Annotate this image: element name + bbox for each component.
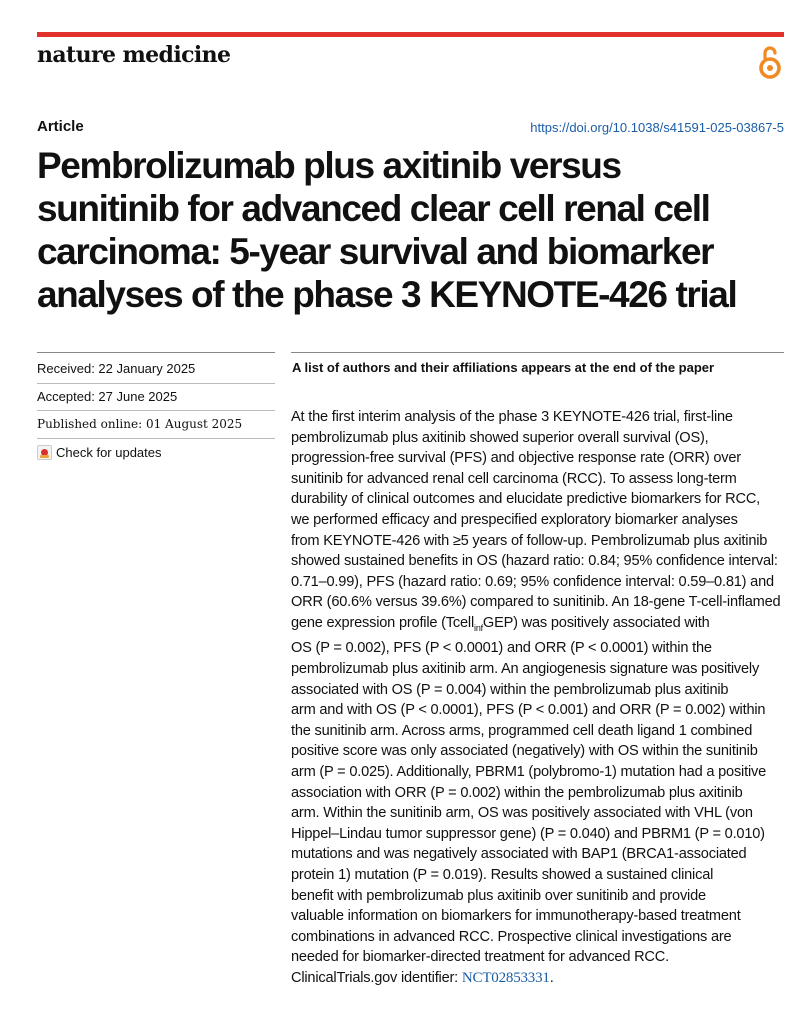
abstract-text: . bbox=[549, 969, 554, 986]
abstract-text: gene expression profile (Tcell bbox=[291, 614, 475, 631]
abstract-line: At the first interim analysis of the phase 3 KEYNOTE-426 trial, first-line bbox=[291, 409, 733, 425]
meta-divider bbox=[37, 410, 275, 411]
abstract-text: ClinicalTrials.gov identifier: bbox=[291, 969, 462, 986]
abstract-line: Hippel–Lindau tumor suppressor gene) (P = 0.040) and PBRM1 (P = 0.010) bbox=[291, 825, 765, 842]
doi-link[interactable]: https://doi.org/10.1038/s41591-025-03867-5 bbox=[530, 120, 784, 135]
abstract-line: OS (P = 0.002), PFS (P < 0.0001) and ORR (P < 0.0001) within the bbox=[291, 640, 712, 657]
open-access-icon[interactable] bbox=[756, 44, 784, 80]
journal-name[interactable]: nature medicine bbox=[37, 42, 231, 68]
subscript-inf: inf bbox=[474, 622, 483, 633]
abstract-line: associated with OS (P = 0.004) within the pembrolizumab plus axitinib bbox=[291, 681, 729, 698]
title-line: Pembrolizumab plus axitinib versus bbox=[37, 145, 621, 186]
abstract-line: benefit with pembrolizumab plus axitinib over sunitinib and provide bbox=[291, 887, 706, 904]
abstract-line: from KEYNOTE-426 with ≥5 years of follow-up. Pembrolizumab plus axitinib bbox=[291, 532, 768, 549]
check-updates-label: Check for updates bbox=[56, 445, 162, 460]
abstract-line: protein 1) mutation (P = 0.019). Results showed a sustained clinical bbox=[291, 866, 714, 883]
accepted-date: Accepted: 27 June 2025 bbox=[37, 389, 178, 404]
check-updates-icon bbox=[37, 445, 52, 460]
title-line: sunitinib for advanced clear cell renal cell bbox=[37, 188, 710, 229]
title-line: carcinoma: 5-year survival and biomarker bbox=[37, 231, 714, 272]
check-for-updates-button[interactable] bbox=[37, 445, 162, 460]
abstract bbox=[291, 407, 791, 989]
abstract-line: durability of clinical outcomes and elucidate predictive biomarkers for RCC, bbox=[291, 491, 761, 508]
article-title bbox=[37, 144, 797, 316]
abstract-line: ORR (60.6% versus 39.6%) compared to sunitinib. An 18-gene T-cell-inflamed bbox=[291, 594, 781, 611]
abstract-text: GEP) was positively associated with bbox=[482, 614, 710, 631]
meta-divider bbox=[37, 438, 275, 439]
abstract-line: we performed efficacy and prespecified exploratory biomarker analyses bbox=[291, 511, 738, 528]
title-line: analyses of the phase 3 KEYNOTE-426 trial bbox=[37, 274, 737, 315]
meta-divider bbox=[37, 383, 275, 384]
abstract-line: showed sustained benefits in OS (hazard ratio: 0.84; 95% confidence interval: bbox=[291, 553, 778, 570]
abstract-line: needed for biomarker-directed treatment for advanced RCC. bbox=[291, 949, 669, 966]
published-date: Published online: 01 August 2025 bbox=[37, 417, 243, 431]
abstract-line: pembrolizumab plus axitinib arm. An angiogenesis signature was positively bbox=[291, 661, 760, 678]
abstract-line: association with ORR (P = 0.002) within the pembrolizumab plus axitinib bbox=[291, 784, 743, 801]
abstract-line: combinations in advanced RCC. Prospective clinical investigations are bbox=[291, 928, 732, 945]
abstract-line: arm (P = 0.025). Additionally, PBRM1 (polybromo-1) mutation had a positive bbox=[291, 764, 767, 780]
metadata-divider bbox=[37, 352, 275, 353]
header-accent-bar bbox=[37, 32, 784, 37]
clinical-trial-link[interactable]: NCT02853331 bbox=[461, 969, 550, 986]
abstract-line: 0.71–0.99), PFS (hazard ratio: 0.69; 95% confidence interval: 0.59–0.81) and bbox=[291, 573, 774, 590]
abstract-line: valuable information on biomarkers for immunotherapy-based treatment bbox=[291, 908, 741, 925]
abstract-line: positive score was only associated (negatively) with OS within the sunitinib bbox=[291, 743, 758, 760]
authors-affiliations-note: A list of authors and their affiliations appears at the end of the paper bbox=[292, 360, 715, 375]
abstract-line: arm. Within the sunitinib arm, OS was positively associated with VHL (von bbox=[291, 805, 753, 822]
abstract-line: the sunitinib arm. Across arms, programmed cell death ligand 1 combined bbox=[291, 722, 753, 739]
abstract-line: pembrolizumab plus axitinib showed superior overall survival (OS), bbox=[291, 429, 709, 446]
received-date: Received: 22 January 2025 bbox=[37, 361, 196, 376]
abstract-line: sunitinib for advanced renal cell carcinoma (RCC). To assess long-term bbox=[291, 470, 737, 487]
abstract-line: arm and with OS (P < 0.0001), PFS (P < 0.001) and ORR (P = 0.002) within bbox=[291, 702, 766, 719]
abstract-line bbox=[291, 613, 791, 639]
authors-divider bbox=[291, 352, 784, 353]
abstract-line: progression-free survival (PFS) and objective response rate (ORR) over bbox=[291, 450, 741, 467]
article-type-label: Article bbox=[37, 118, 84, 135]
abstract-line: mutations and was negatively associated with BAP1 (BRCA1-associated bbox=[291, 846, 747, 863]
abstract-line bbox=[291, 968, 791, 989]
